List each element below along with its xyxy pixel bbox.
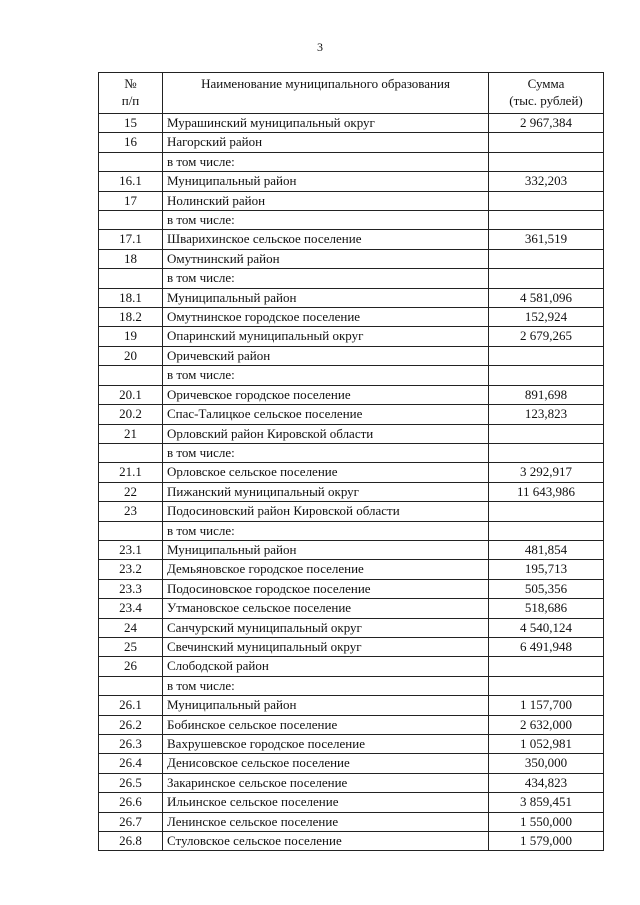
row-number: 24 [99, 618, 163, 637]
row-number [99, 211, 163, 230]
row-number: 26.8 [99, 832, 163, 851]
row-name: в том числе: [163, 521, 489, 540]
row-name: Нагорский район [163, 133, 489, 152]
row-sum: 891,698 [489, 385, 604, 404]
row-sum [489, 211, 604, 230]
table-row [99, 405, 604, 424]
row-name: Бобинское сельское поселение [163, 715, 489, 734]
table-row [99, 560, 604, 579]
table-row [99, 754, 604, 773]
row-name: в том числе: [163, 269, 489, 288]
table-row [99, 521, 604, 540]
row-number: 20 [99, 346, 163, 365]
row-sum: 1 550,000 [489, 812, 604, 831]
table-row [99, 152, 604, 171]
row-sum [489, 657, 604, 676]
table-row [99, 812, 604, 831]
row-sum [489, 443, 604, 462]
table-row [99, 735, 604, 754]
row-number: 26.1 [99, 696, 163, 715]
row-name: Муниципальный район [163, 696, 489, 715]
row-number [99, 152, 163, 171]
row-number: 26.6 [99, 793, 163, 812]
table-row [99, 366, 604, 385]
row-sum [489, 502, 604, 521]
row-sum: 195,713 [489, 560, 604, 579]
row-name: Ильинское сельское поселение [163, 793, 489, 812]
row-sum: 3 859,451 [489, 793, 604, 812]
row-name: Оричевское городское поселение [163, 385, 489, 404]
row-sum: 1 579,000 [489, 832, 604, 851]
row-sum [489, 152, 604, 171]
row-sum [489, 191, 604, 210]
row-number: 20.2 [99, 405, 163, 424]
table-row [99, 676, 604, 695]
row-number: 26.7 [99, 812, 163, 831]
row-name: Вахрушевское городское поселение [163, 735, 489, 754]
table-row [99, 657, 604, 676]
table-row [99, 133, 604, 152]
row-sum [489, 133, 604, 152]
table-row [99, 482, 604, 501]
row-number: 26.2 [99, 715, 163, 734]
table-row [99, 172, 604, 191]
row-name: Подосиновский район Кировской области [163, 502, 489, 521]
page-number: 3 [317, 40, 323, 54]
row-name: Омутнинское городское поселение [163, 308, 489, 327]
table-row [99, 346, 604, 365]
row-name: в том числе: [163, 676, 489, 695]
row-name: Мурашинский муниципальный округ [163, 114, 489, 133]
row-sum: 4 581,096 [489, 288, 604, 307]
row-number: 26.5 [99, 773, 163, 792]
table-row [99, 579, 604, 598]
row-number: 21 [99, 424, 163, 443]
table-row [99, 715, 604, 734]
table-row [99, 288, 604, 307]
row-name: Омутнинский район [163, 249, 489, 268]
allocation-table [98, 72, 604, 851]
row-name: Пижанский муниципальный округ [163, 482, 489, 501]
row-number: 20.1 [99, 385, 163, 404]
table-row [99, 599, 604, 618]
table-row [99, 696, 604, 715]
row-name: Ленинское сельское поселение [163, 812, 489, 831]
header-number-label: № п/п [121, 76, 140, 108]
table-body [99, 114, 604, 851]
row-sum: 505,356 [489, 579, 604, 598]
table-row [99, 211, 604, 230]
row-number [99, 676, 163, 695]
row-sum: 11 643,986 [489, 482, 604, 501]
header-sum [489, 73, 604, 114]
table-row [99, 308, 604, 327]
row-name: Муниципальный район [163, 288, 489, 307]
row-sum: 332,203 [489, 172, 604, 191]
row-sum: 152,924 [489, 308, 604, 327]
row-name: Муниципальный район [163, 540, 489, 559]
table-row [99, 327, 604, 346]
row-sum: 2 632,000 [489, 715, 604, 734]
row-number: 18.2 [99, 308, 163, 327]
row-sum [489, 269, 604, 288]
row-number: 26.4 [99, 754, 163, 773]
table-row [99, 443, 604, 462]
row-name: Санчурский муниципальный округ [163, 618, 489, 637]
row-name: Опаринский муниципальный округ [163, 327, 489, 346]
row-name: Свечинский муниципальный округ [163, 637, 489, 656]
row-number: 23 [99, 502, 163, 521]
row-number: 26 [99, 657, 163, 676]
table-row [99, 618, 604, 637]
row-sum [489, 424, 604, 443]
table-row [99, 249, 604, 268]
row-name: в том числе: [163, 443, 489, 462]
row-number: 15 [99, 114, 163, 133]
row-sum [489, 346, 604, 365]
row-number: 23.4 [99, 599, 163, 618]
row-sum: 123,823 [489, 405, 604, 424]
row-number: 18 [99, 249, 163, 268]
row-sum: 3 292,917 [489, 463, 604, 482]
table-row [99, 832, 604, 851]
table-row [99, 114, 604, 133]
row-sum: 4 540,124 [489, 618, 604, 637]
row-name: Орловский район Кировской области [163, 424, 489, 443]
row-name: в том числе: [163, 211, 489, 230]
row-number: 25 [99, 637, 163, 656]
row-name: Закаринское сельское поселение [163, 773, 489, 792]
table-row [99, 793, 604, 812]
row-sum: 1 157,700 [489, 696, 604, 715]
row-number [99, 269, 163, 288]
header-name: Наименование муниципального образования [163, 73, 489, 114]
row-number: 19 [99, 327, 163, 346]
header-sum-label: Сумма (тыс. рублей) [509, 76, 583, 108]
row-sum [489, 676, 604, 695]
row-name: Муниципальный район [163, 172, 489, 191]
row-name: Подосиновское городское поселение [163, 579, 489, 598]
row-sum: 6 491,948 [489, 637, 604, 656]
row-number: 16.1 [99, 172, 163, 191]
row-name: Спас-Талицкое сельское поселение [163, 405, 489, 424]
row-number [99, 521, 163, 540]
table-row [99, 230, 604, 249]
row-name: Демьяновское городское поселение [163, 560, 489, 579]
row-name: Орловское сельское поселение [163, 463, 489, 482]
row-number: 23.1 [99, 540, 163, 559]
table-row [99, 502, 604, 521]
row-name: в том числе: [163, 152, 489, 171]
row-sum [489, 249, 604, 268]
row-name: Слободской район [163, 657, 489, 676]
row-sum: 2 967,384 [489, 114, 604, 133]
row-number: 26.3 [99, 735, 163, 754]
row-number: 22 [99, 482, 163, 501]
row-sum: 518,686 [489, 599, 604, 618]
row-number: 18.1 [99, 288, 163, 307]
table-header-row [99, 73, 604, 114]
table-row [99, 540, 604, 559]
row-sum: 361,519 [489, 230, 604, 249]
row-number: 17 [99, 191, 163, 210]
row-number: 23.2 [99, 560, 163, 579]
row-sum: 350,000 [489, 754, 604, 773]
row-name: Утмановское сельское поселение [163, 599, 489, 618]
row-name: Стуловское сельское поселение [163, 832, 489, 851]
row-number: 23.3 [99, 579, 163, 598]
row-number: 17.1 [99, 230, 163, 249]
row-sum: 481,854 [489, 540, 604, 559]
row-name: в том числе: [163, 366, 489, 385]
row-sum: 2 679,265 [489, 327, 604, 346]
row-sum [489, 366, 604, 385]
table-row [99, 385, 604, 404]
row-number: 16 [99, 133, 163, 152]
table-row [99, 269, 604, 288]
row-number: 21.1 [99, 463, 163, 482]
row-name: Денисовское сельское поселение [163, 754, 489, 773]
row-number [99, 443, 163, 462]
table-row [99, 773, 604, 792]
row-sum [489, 521, 604, 540]
table-row [99, 463, 604, 482]
row-number [99, 366, 163, 385]
header-number [99, 73, 163, 114]
table-row [99, 191, 604, 210]
row-sum: 434,823 [489, 773, 604, 792]
row-name: Нолинский район [163, 191, 489, 210]
row-name: Оричевский район [163, 346, 489, 365]
row-sum: 1 052,981 [489, 735, 604, 754]
row-name: Шварихинское сельское поселение [163, 230, 489, 249]
table-row [99, 637, 604, 656]
table-row [99, 424, 604, 443]
